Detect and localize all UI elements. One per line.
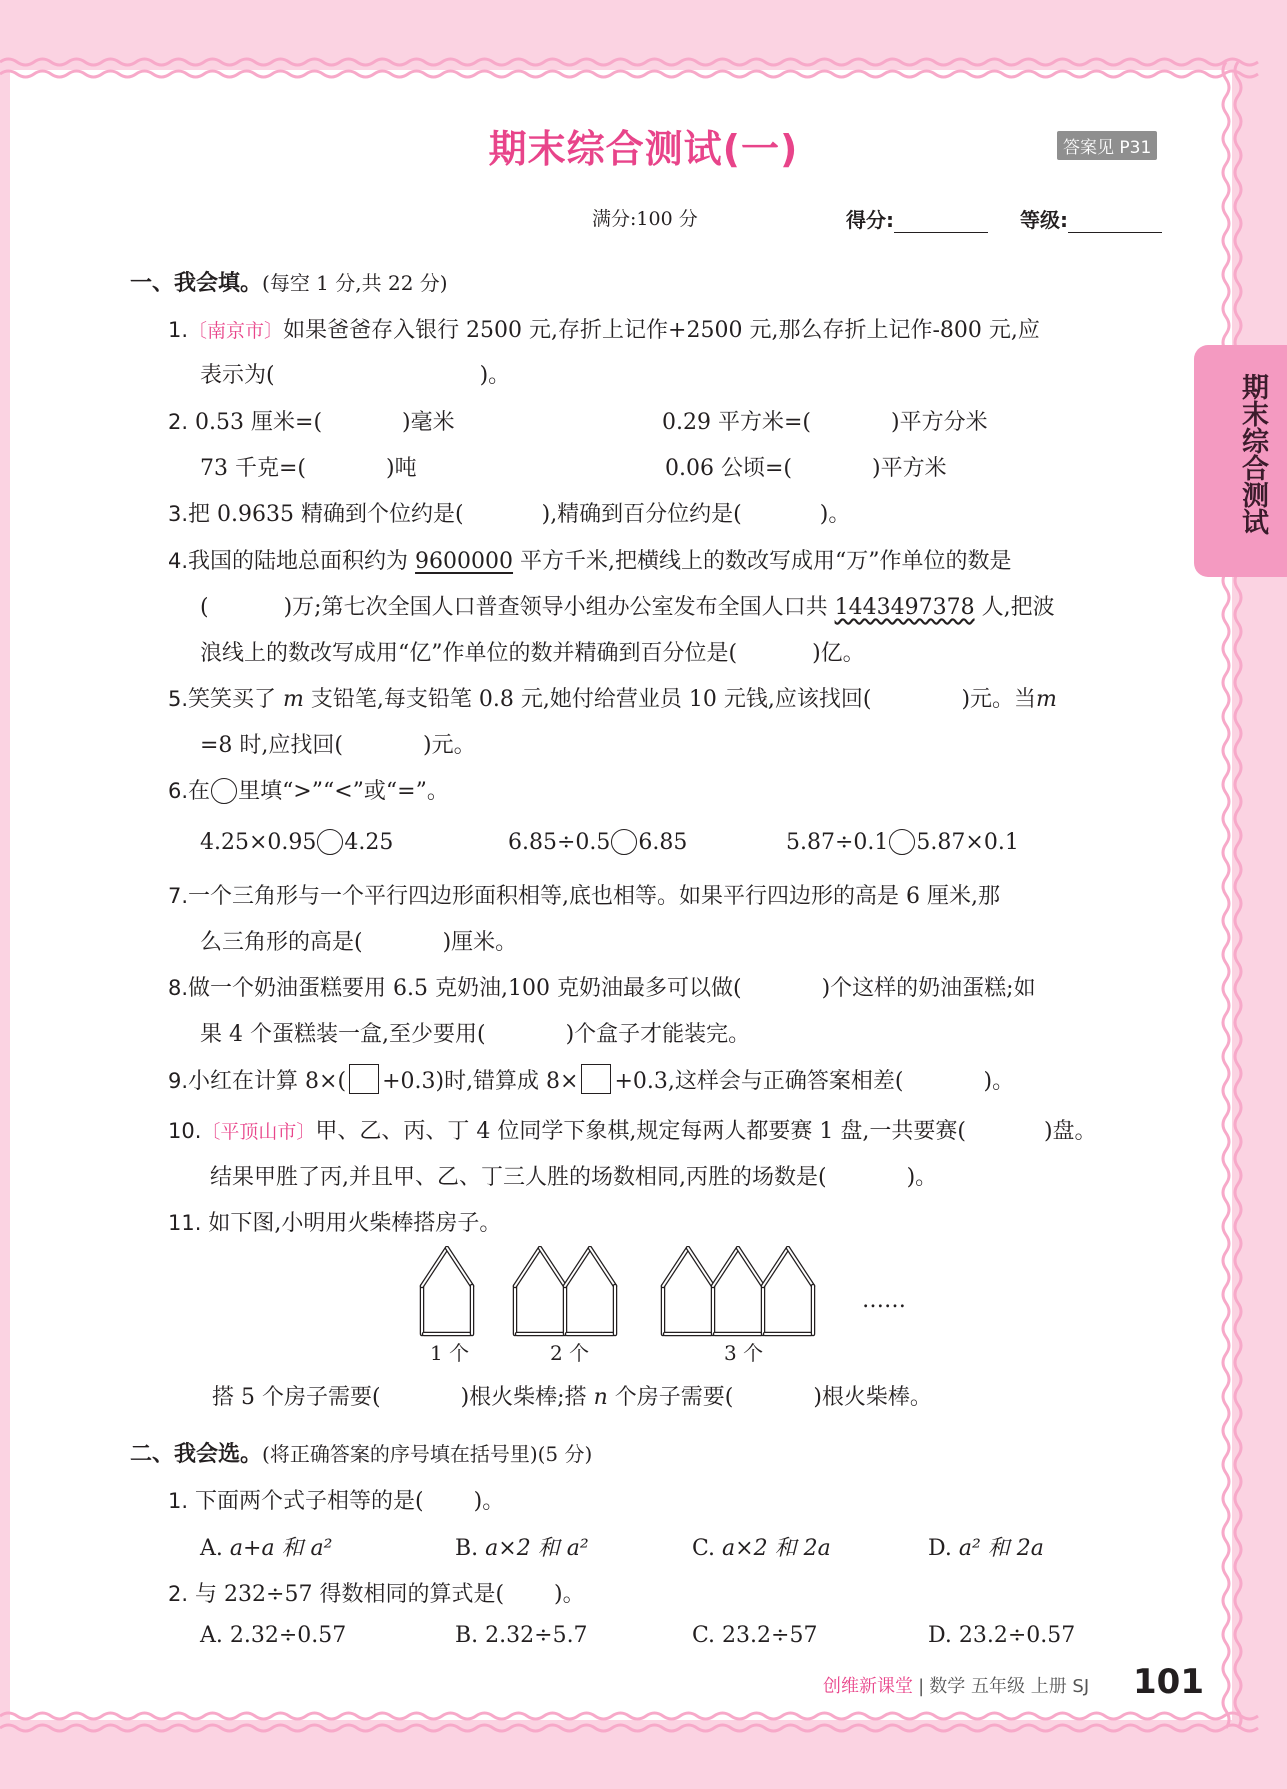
q7-line2: 么三角形的高是( )厘米。 [200,930,518,955]
matchstick [540,1248,565,1286]
s2-q1: 1. 下面两个式子相等的是( )。 [168,1489,505,1514]
s2-q2: 2. 与 232÷57 得数相同的算式是( )。 [168,1582,585,1607]
q2-b: 0.29 平方米=( )平方分米 [662,410,988,435]
score-blank[interactable] [894,212,988,233]
s2-q1-option-c[interactable]: C. a×2 和 2a [692,1536,831,1561]
q6-expr3: 5.87÷0.1 5.87×0.1 [786,830,1019,855]
section1-heading: 一、我会填。(每空 1 分,共 22 分) [130,271,448,296]
s2-q2-option-c[interactable]: C. 23.2÷57 [692,1623,818,1648]
footer-info: 数学 五年级 上册 SJ [929,1676,1090,1697]
matchstick [447,1248,472,1286]
caption-2-houses: 2 个 [550,1341,590,1365]
matchstick [713,1248,738,1286]
q2-c: 73 千克=( )吨 [200,456,417,481]
matchstick-houses-figure [410,1246,830,1351]
s2-q1-option-d[interactable]: D. a² 和 2a [928,1536,1044,1561]
score-label: 得分: [846,208,894,232]
page-number: 101 [1133,1662,1204,1702]
s2-q1-option-a[interactable]: A. a+a 和 a² [200,1536,333,1561]
grade-blank[interactable] [1068,212,1162,233]
q7-line1: 7.一个三角形与一个平行四边形面积相等,底也相等。如果平行四边形的高是 6 厘米,那 [168,884,1001,909]
q11-question: 搭 5 个房子需要( )根火柴棒;搭 n 个房子需要( )根火柴棒。 [212,1385,932,1410]
matchstick [688,1248,713,1286]
q9: 9.小红在计算 8×( +0.3)时,错算成 8× +0.3,这样会与正确答案相差( )。 [168,1064,1014,1095]
section2-heading: 二、我会选。(将正确答案的序号填在括号里)(5 分) [130,1442,593,1467]
q9-square2[interactable] [581,1064,611,1094]
matchstick [590,1248,615,1286]
answer-reference-badge: 答案见 P31 [1057,131,1157,160]
q10-line2: 结果甲胜了丙,并且甲、乙、丁三人胜的场数相同,丙胜的场数是( )。 [210,1165,938,1190]
q4-line2: ( )万;第七次全国人口普查领导小组办公室发布全国人口共 1443497378 人,把波 [200,595,1055,620]
s2-q2-option-b[interactable]: B. 2.32÷5.7 [455,1623,588,1648]
matchstick [515,1248,540,1286]
full-score: 满分:100 分 [592,208,698,230]
footer-separator: | [918,1676,925,1697]
side-tab [1194,345,1287,577]
q6-circle1[interactable] [317,829,343,855]
q6-instruction: 6.在 里填“>”“<”或“=”。 [168,779,449,804]
q3: 3.把 0.9635 精确到个位约是( ),精确到百分位约是( )。 [168,502,851,527]
s2-q2-option-a[interactable]: A. 2.32÷0.57 [200,1623,347,1648]
q9-square1[interactable] [349,1064,379,1094]
q5-line1: 5.笑笑买了 m 支铅笔,每支铅笔 0.8 元,她付给营业员 10 元钱,应该找回( )元。当m [168,687,1057,712]
q8-line1: 8.做一个奶油蛋糕要用 6.5 克奶油,100 克奶油最多可以做( )个这样的奶油蛋糕;如 [168,976,1036,1001]
footer-brand: 创维新课堂 [823,1676,913,1697]
q1-line1: 1.〔南京市〕如果爸爸存入银行 2500 元,存折上记作+2500 元,那么存折上记作-800 元,应 [168,318,1040,343]
q4-line3: 浪线上的数改写成用“亿”作单位的数并精确到百分位是( )亿。 [200,641,865,666]
footer [823,1672,1089,1698]
q6-circle3[interactable] [889,829,915,855]
wavy-underlined-number: 1443497378 [834,595,975,620]
q6-circle2[interactable] [611,829,637,855]
q6-expr1: 4.25×0.95 4.25 [200,830,394,855]
q2-a: 2. 0.53 厘米=( )毫米 [168,410,455,435]
matchstick [763,1248,788,1286]
caption-1-house: 1 个 [430,1341,470,1365]
grade-field [1020,204,1162,233]
score-field [846,204,988,233]
caption-3-houses: 3 个 [724,1341,764,1365]
q11-intro: 11. 如下图,小明用火柴棒搭房子。 [168,1211,502,1236]
matchstick [565,1248,590,1286]
q5-line2: =8 时,应找回( )元。 [200,733,476,758]
page-title: 期末综合测试(一) [488,127,799,171]
grade-label: 等级: [1020,208,1068,232]
s2-q1-option-b[interactable]: B. a×2 和 a² [455,1536,589,1561]
q8-line2: 果 4 个蛋糕装一盒,至少要用( )个盒子才能装完。 [200,1022,751,1047]
circle-blank-icon [211,778,237,804]
matchstick [663,1248,688,1286]
q2-d: 0.06 公顷=( )平方米 [665,456,947,481]
s2-q2-option-d[interactable]: D. 23.2÷0.57 [928,1623,1076,1648]
side-tab-label: 期末综合测试 [1237,373,1268,535]
q6-expr2: 6.85÷0.5 6.85 [508,830,688,855]
q10-line1: 10.〔平顶山市〕甲、乙、丙、丁 4 位同学下象棋,规定每两人都要赛 1 盘,一共要赛( )盘。 [168,1119,1097,1144]
matchstick [422,1248,447,1286]
matchstick [738,1248,763,1286]
q4-line1: 4.我国的陆地总面积约为 9600000 平方千米,把横线上的数改写成用“万”作单位的数是 [168,549,1012,574]
matchstick-houses [422,1248,813,1334]
underlined-number: 9600000 [415,549,514,574]
matchstick [788,1248,813,1286]
q1-line2: 表示为( )。 [200,363,511,388]
figure-ellipsis: …… [862,1288,906,1313]
